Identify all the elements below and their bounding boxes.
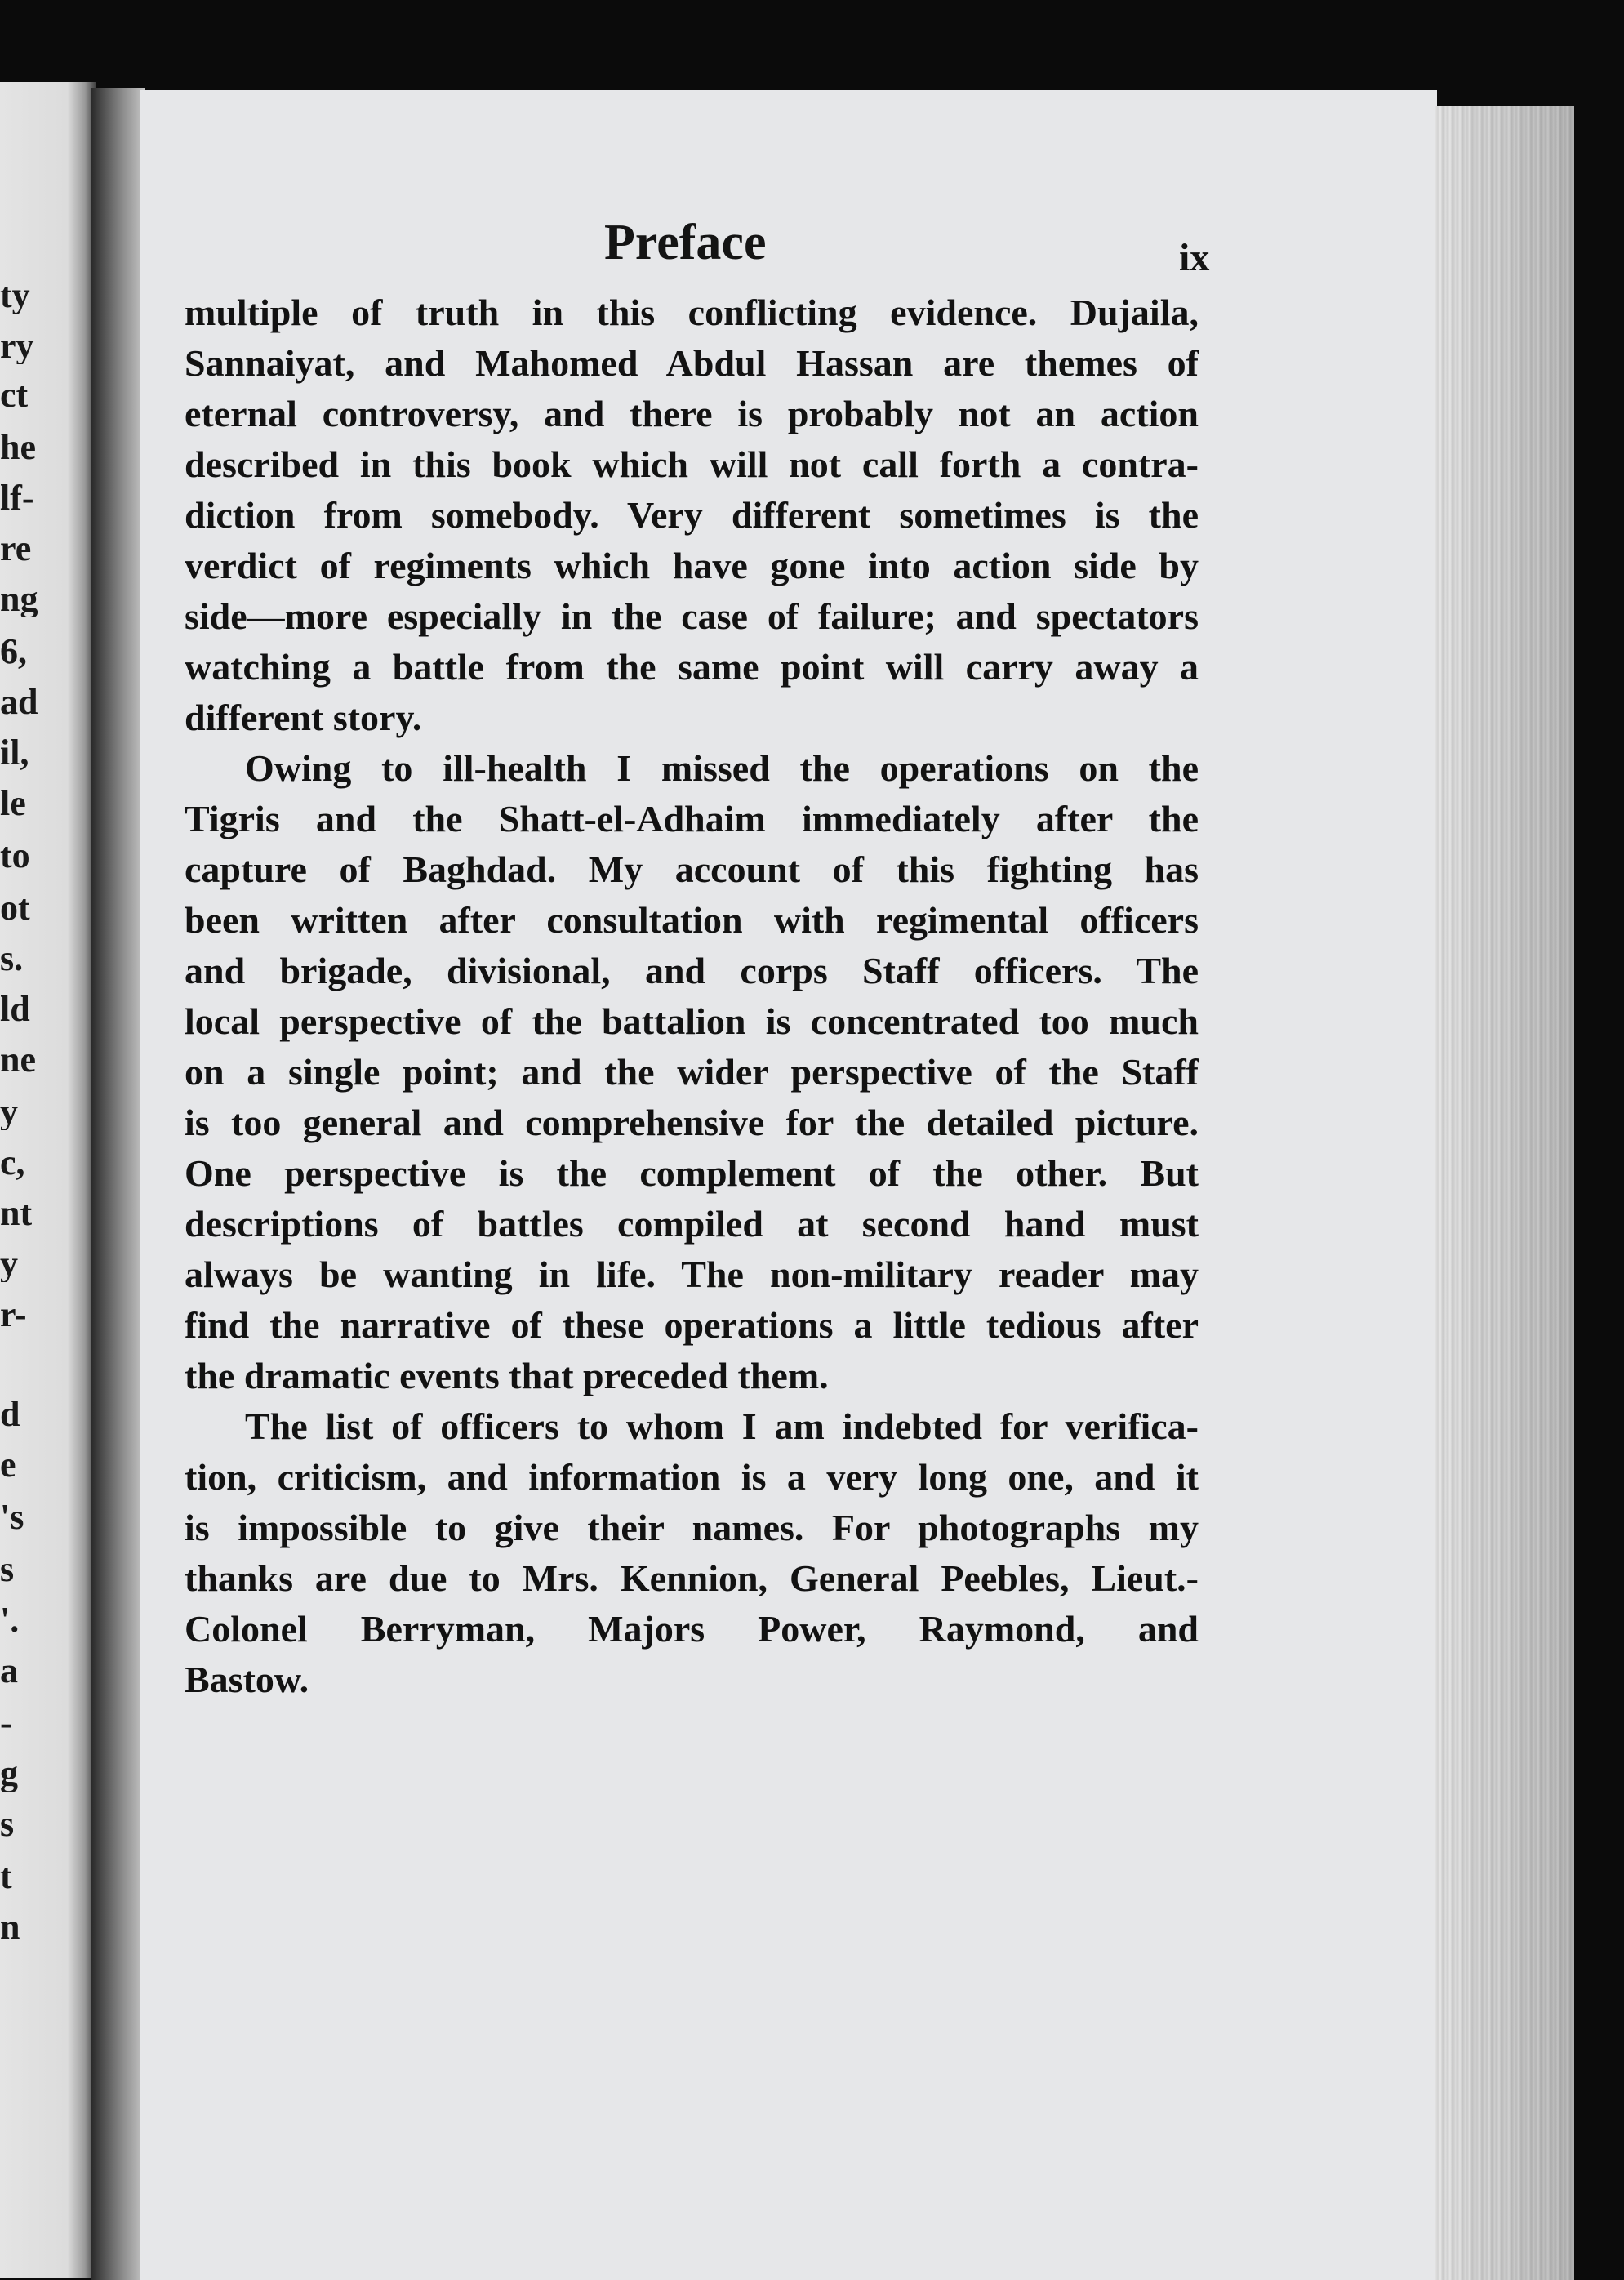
text-line: find the narrative of these operations a little tedious after: [185, 1304, 1199, 1346]
facing-page-fragment: s.: [0, 941, 24, 977]
text-line: tion, criticism, and information is a very long one, and it: [185, 1456, 1199, 1498]
paragraph: [185, 743, 1199, 1401]
text-line: One perspective is the complement of the other. But: [185, 1152, 1199, 1194]
text-line: diction from somebody. Very different sometimes is the: [185, 494, 1199, 536]
facing-page-fragment: il,: [0, 735, 29, 771]
text-line: been written after consultation with regimental officers: [185, 899, 1199, 941]
text-line: is too general and comprehensive for the detailed picture.: [185, 1102, 1199, 1143]
facing-page-fragment: he: [0, 430, 36, 465]
text-line: The list of officers to whom I am indebted for verifica-: [245, 1405, 1199, 1447]
facing-page-fragment: y: [0, 1094, 18, 1130]
facing-page-fragment: y: [0, 1246, 18, 1282]
text-line: Colonel Berryman, Majors Power, Raymond, and: [185, 1608, 1199, 1650]
text-line: Owing to ill-health I missed the operations on the: [245, 747, 1199, 789]
text-line: always be wanting in life. The non-military reader may: [185, 1254, 1199, 1295]
text-line: and brigade, divisional, and corps Staff officers. The: [185, 950, 1199, 991]
text-line: Bastow.: [185, 1659, 309, 1700]
facing-page-fragment: s: [0, 1806, 15, 1842]
page-stack-edge: [1435, 106, 1574, 2280]
text-line: thanks are due to Mrs. Kennion, General Peebles, Lieut.-: [185, 1557, 1199, 1599]
book-gutter: [91, 88, 145, 2280]
text-line: on a single point; and the wider perspective of the Staff: [185, 1051, 1199, 1093]
text-line: side—more especially in the case of failure; and spectators: [185, 595, 1199, 637]
facing-page-fragment: ot: [0, 890, 30, 926]
facing-page-fragment: t: [0, 1859, 12, 1895]
facing-page-fragment: le: [0, 786, 26, 822]
running-head: Preface: [604, 215, 767, 270]
facing-page-fragment: to: [0, 838, 30, 874]
text-line: different story.: [185, 697, 422, 738]
facing-page-fragment: ry: [0, 328, 34, 364]
body-text: [185, 287, 1199, 1705]
page-number: ix: [1179, 236, 1210, 279]
facing-page-fragment: nt: [0, 1196, 33, 1231]
text-line: watching a battle from the same point will carry away a: [185, 646, 1199, 688]
text-line: Sannaiyat, and Mahomed Abdul Hassan are themes of: [185, 342, 1199, 384]
facing-page-fragment: g: [0, 1756, 18, 1792]
text-line: capture of Baghdad. My account of this fighting has: [185, 848, 1199, 890]
facing-page-fragment: s: [0, 1552, 15, 1588]
facing-page-fragment: c,: [0, 1145, 25, 1181]
paragraph: [185, 287, 1199, 743]
text-line: the dramatic events that preceded them.: [185, 1355, 829, 1396]
facing-page-fragment: 6,: [0, 634, 27, 670]
text-line: described in this book which will not call forth a contra-: [185, 443, 1199, 485]
paragraph: [185, 1401, 1199, 1705]
facing-page-fragment: -: [0, 1705, 12, 1741]
text-line: multiple of truth in this conflicting evidence. Dujaila,: [185, 292, 1199, 333]
text-line: Tigris and the Shatt-el-Adhaim immediately after the: [185, 798, 1199, 839]
text-line: is impossible to give their names. For photographs my: [185, 1507, 1199, 1548]
text-line: local perspective of the battalion is concentrated too much: [185, 1000, 1199, 1042]
text-line: descriptions of battles compiled at second hand must: [185, 1203, 1199, 1245]
text-line: verdict of regiments which have gone into action side by: [185, 545, 1199, 586]
facing-page-fragment: re: [0, 531, 32, 567]
facing-page-fragment: lf-: [0, 480, 34, 516]
facing-page-fragment: ld: [0, 991, 30, 1027]
facing-page-fragment: e: [0, 1447, 16, 1483]
facing-page-fragment: ne: [0, 1042, 36, 1078]
facing-page-fragment: 's: [0, 1499, 24, 1535]
facing-page-fragment: ty: [0, 278, 30, 314]
facing-page-fragment: '.: [0, 1602, 20, 1638]
facing-page-fragment: ng: [0, 581, 38, 617]
facing-page-fragment: r-: [0, 1297, 27, 1333]
facing-page-fragment: a: [0, 1653, 18, 1689]
facing-page-fragment: d: [0, 1396, 20, 1432]
text-line: eternal controversy, and there is probably not an action: [185, 393, 1199, 434]
facing-page-fragment: ct: [0, 377, 29, 413]
facing-page-fragment: ad: [0, 684, 38, 720]
facing-page-fragment: n: [0, 1909, 20, 1945]
